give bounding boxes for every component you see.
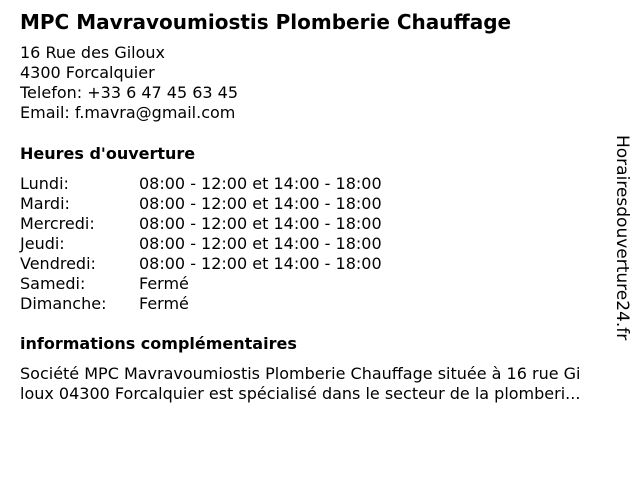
day-label: Jeudi:	[20, 234, 65, 253]
opening-hours-heading: Heures d'ouverture	[20, 144, 196, 163]
day-label: Mardi:	[20, 194, 70, 213]
day-hours: Fermé	[139, 274, 189, 293]
day-label: Mercredi:	[20, 214, 95, 233]
email-address[interactable]: Email: f.mavra@gmail.com	[20, 103, 236, 122]
day-label: Samedi:	[20, 274, 86, 293]
contact-block	[20, 43, 238, 123]
business-name: MPC Mavravoumiostis Plomberie Chauffage	[20, 10, 512, 34]
street-address: 16 Rue des Giloux	[20, 43, 166, 62]
day-hours: 08:00 - 12:00 et 14:00 - 18:00	[139, 174, 382, 193]
day-label: Vendredi:	[20, 254, 96, 273]
day-hours: 08:00 - 12:00 et 14:00 - 18:00	[139, 214, 382, 233]
day-label: Lundi:	[20, 174, 69, 193]
description-line: loux 04300 Forcalquier est spécialisé dans le secteur de la plomberi...	[20, 384, 581, 403]
site-watermark: Horairesdouverture24.fr	[612, 135, 632, 341]
business-description	[20, 364, 632, 404]
phone-number[interactable]: Telefon: +33 6 47 45 63 45	[20, 83, 239, 102]
day-hours: 08:00 - 12:00 et 14:00 - 18:00	[139, 254, 382, 273]
additional-info-heading: informations complémentaires	[20, 334, 297, 353]
day-label: Dimanche:	[20, 294, 107, 313]
day-hours: Fermé	[139, 294, 189, 313]
day-hours: 08:00 - 12:00 et 14:00 - 18:00	[139, 234, 382, 253]
city-address: 4300 Forcalquier	[20, 63, 155, 82]
description-line: Société MPC Mavravoumiostis Plomberie Chauffage située à 16 rue Gi	[20, 364, 581, 383]
day-hours: 08:00 - 12:00 et 14:00 - 18:00	[139, 194, 382, 213]
